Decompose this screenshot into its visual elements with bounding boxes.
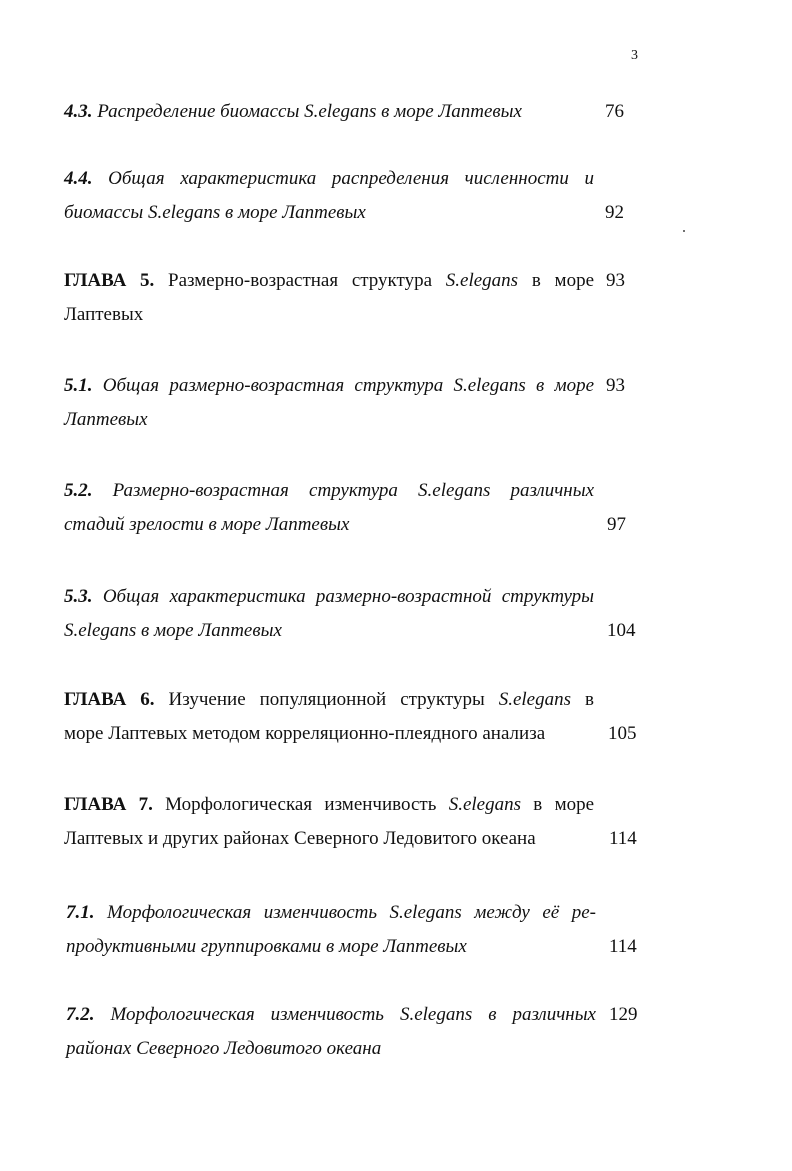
entry-title-cont: Лаптевых — [64, 304, 144, 325]
chapter-label: ГЛАВА 5. — [64, 270, 155, 291]
entry-page: 92 — [605, 202, 624, 223]
entry-title: Размерно-возрастная структура S.elegans различных — [112, 480, 595, 501]
toc-entry-4-3 — [64, 95, 594, 129]
entry-page: 76 — [605, 101, 624, 122]
entry-title-cont: биомассы S.elegans в море Лаптевых — [64, 202, 366, 223]
entry-number: 5.1. — [64, 375, 93, 396]
entry-title: Морфологическая изменчивость — [165, 794, 437, 815]
entry-number: 7.1. — [66, 902, 95, 923]
entry-title: Морфологическая изменчивость S.elegans в различных — [110, 1004, 596, 1025]
page-number: 3 — [631, 48, 638, 63]
entry-title: Размерно-возрастная структура — [168, 270, 433, 291]
entry-number: 4.4. — [64, 168, 93, 189]
entry-number: 5.3. — [64, 586, 93, 607]
entry-title-cont: Лаптевых и других районах Северного Ледовитого океана — [64, 828, 536, 849]
entry-page: 93 — [606, 375, 625, 396]
entry-title-cont: S.elegans в море Лаптевых — [64, 620, 282, 641]
entry-number: 4.3. — [64, 101, 93, 122]
entry-page: 114 — [609, 828, 637, 849]
toc-entry-chapter-6 — [64, 683, 594, 751]
entry-title-tail: в — [585, 689, 594, 710]
entry-title: Морфологическая изменчивость S.elegans между её ре- — [107, 902, 597, 923]
entry-title-tail: в море — [533, 794, 595, 815]
toc-entry-5-2 — [64, 474, 594, 542]
entry-title: Изучение популяционной структуры — [168, 689, 485, 710]
species-name: S.elegans — [498, 689, 572, 710]
entry-number: 7.2. — [66, 1004, 95, 1025]
toc-entry-5-1 — [64, 369, 594, 437]
entry-number: 5.2. — [64, 480, 93, 501]
chapter-label: ГЛАВА 6. — [64, 689, 155, 710]
entry-title-tail: в море — [531, 270, 595, 291]
entry-title: Общая характеристика размерно-возрастной структуры — [102, 586, 595, 607]
species-name: S.elegans — [445, 270, 519, 291]
entry-page: 93 — [606, 270, 625, 291]
entry-page: 105 — [608, 723, 637, 744]
entry-title-cont: Лаптевых — [64, 409, 148, 430]
toc-entry-7-2 — [66, 998, 596, 1066]
entry-title-cont: море Лаптевых методом корреляционно-плеядного анализа — [64, 723, 546, 744]
entry-title-cont: районах Северного Ледовитого океана — [66, 1038, 382, 1059]
entry-title-cont: стадий зрелости в море Лаптевых — [64, 514, 350, 535]
entry-page: 129 — [609, 1004, 638, 1025]
toc-entry-chapter-7 — [64, 788, 594, 856]
entry-page: 104 — [607, 620, 636, 641]
entry-title-cont: продуктивными группировками в море Лаптевых — [66, 936, 467, 957]
entry-title: Общая характеристика распределения численности и — [108, 168, 594, 189]
entry-page: 114 — [609, 936, 637, 957]
chapter-label: ГЛАВА 7. — [64, 794, 153, 815]
toc-entry-7-1 — [66, 896, 596, 964]
toc-entry-4-4 — [64, 162, 594, 230]
toc-entry-chapter-5 — [64, 264, 594, 332]
entry-page: 97 — [607, 514, 626, 535]
toc-entry-5-3 — [64, 580, 594, 648]
entry-title: Общая размерно-возрастная структура S.elegans в море — [102, 375, 595, 396]
entry-title: Распределение биомассы S.elegans в море Лаптевых — [97, 101, 522, 122]
species-name: S.elegans — [448, 794, 521, 815]
